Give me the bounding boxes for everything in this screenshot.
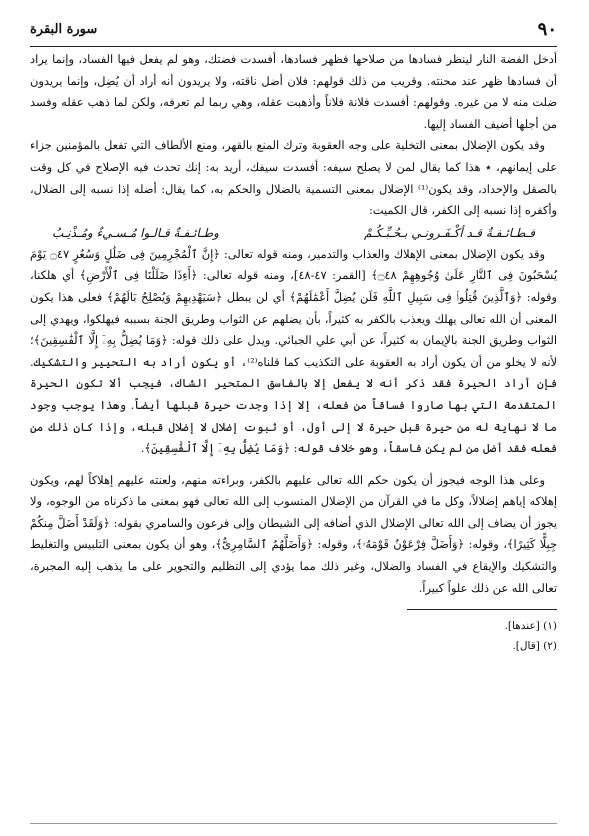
paragraph: وقد يكون الإضلال بمعنى الإهلاك والعذاب والتدمير، ومنه قوله تعالى: ﴿إِنَّ ٱلْمُجْرِمِينَ فِى ضَلَٰلٍ وَسُعُرٍ ۝٤٧ يَوْمَ يُسْحَبُونَ فِى ٱلنَّارِ عَلَىٰ وُجُوهِهِمْ ۝٤٨﴾ [القمر: ٤٧-٤٨]، ومنه قوله تعالى: ﴿أَءِذَا ضَلَلْنَا فِى ٱلْأَرْضِ﴾ أي هلكنا، وقوله: ﴿وَٱلَّذِينَ قُتِلُوا۟ فِى سَبِيلِ ٱللَّهِ فَلَن يُضِلَّ أَعْمَٰلَهُمْ﴾ أي لن يبطل ﴿سَيَهْدِيهِمْ وَيُصْلِحُ بَالَهُمْ﴾ فعلى هذا يكون المعنى أن الله تعالى يهلك ويعذب بالكفر به كثيراً، بأن يضلهم عن الثواب وطريق الجنة بسببه فيهلكوا، ويهدي إلى الثواب وطريق الجنة بالإيمان به كثيراً، عن أبي علي الجبائي. ويدل على ذلك قوله: ﴿وَمَا يُضِلُّ بِهِۦٓ إِلَّا ٱلْفَٰسِقِينَ﴾؛ لأنه لا يخلو من أن يكون أراد به العقوبة على التكذيب كما قلناه⁽²⁾، أو يكون أراد به التحيير والتشكيك. فإن أراد الحيرة فقد ذكر أنه لا يفعل إلا بالفاسق المتحير الشاك، فيجب ألا تكون الحيرة المتقدمة التي بها صاروا فساقاً من فعله، إلا إذا وجدت حيرة قبلها أيضاً. وهذا يوجب وجود ما لا نهاية له من حيرة قبل حيرة لا إلى أول، أو ثبوت إضلال لا إضلال قبله، وإذا كان ذلك من فعله فقد أضل من لم يكن فاسقاً، وهو خلاف قوله: ﴿وَمَا يُضِلُّ بِهِۦٓ إِلَّا ٱلْفَٰسِقِينَ﴾. (30, 246, 557, 456)
paragraph: وقد يكون الإضلال بمعنى التخلية على وجه العقوبة وترك المنع بالقهر، ومنع الألطاف التي تفعل بالمؤمنين جزاء على إيمانهم، ٭ هذا كما يقال لمن لا يصلح سيفه: أفسدت سيفك، أريد به: إنك تحدث فيه الإصلاح في كل وقت بالصقل والإحداد، وقد يكون⁽¹⁾ الإضلال بمعنى التسمية بالضلال والحكم به، كما يقال: أضله إذا نسبه إلى الضلال، وأكفره إذا نسبه إلى الكفر، قال الكميت: (30, 138, 557, 218)
paragraph-gap (30, 460, 557, 470)
footnote: (٢) [قال]. (512, 640, 557, 653)
bottom-rule (30, 823, 557, 824)
page-number: ٩٠ (537, 18, 557, 40)
paragraph: أدخل الفضة النار لينظر فسادها من صلاحها فظهر فسادها، أفسدت فضتك، وهو لم يفعل فيها الفساد، وإنما يراد أن فسادها ظهر عند محنته. وقريب من ذلك قولهم: فلان أضل ناقته، ولا يريدون أنه أراد أن يُضِل، وإنما يريدون ضلت منه لا من غيره. وقولهم: أفسدت فلانة فلاناً وأذهبت عقله، وهي ربما لم تعرفه، ولكن لما ذهب عقله وفسد من أجلها أضيف الفساد إليها. (30, 52, 557, 131)
poetry-verse (30, 222, 557, 244)
footnote: (١) [عندها]. (504, 620, 557, 633)
paragraph: وعلى هذا الوجه فيجوز أن يكون حكم الله تعالى عليهم بالكفر، وبراءته منهم، ولعنته عليهم إهلاكاً لهم، ويكون إهلاكه إياهم إضلالاً، وكل ما في القرآن من الإضلال المنسوب إلى الله تعالى فهو بمعنى ما ذكرناه من الوجوه، ولا يجوز أن يضاف إلى الله تعالى الإضلال الذي أضافه إلى الشيطان وإلى فرعون والسامري بقوله: ﴿وَلَقَدْ أَضَلَّ مِنكُمْ جِبِلًّا كَثِيرًا﴾، وقوله: ﴿وَأَضَلَّ فِرْعَوْنُ قَوْمَهُۥ﴾، وقوله: ﴿وَأَضَلَّهُمُ ٱلسَّامِرِىُّ﴾، وهو أن يكون بمعنى التلبيس والتغليط والتشكيك والإيقاع في الفساد والضلال، وغير ذلك مما يؤدي إلى التظليم والتجوير على ما يذهب إليه المجبرة، تعالى الله عن ذلك علواً كبيراً. (30, 472, 557, 595)
page-header (30, 12, 557, 47)
footnotes (30, 616, 557, 656)
verse-hemistich-left: وطـائـفـةٌ قـالـوا مُـسـيءٌ ومُـذْنِـبُ (52, 225, 219, 240)
verse-hemistich-right: فـطـائـفـةٌ قـد أكْـفَـرونـي بـحُـبِّـكُـمْ (364, 225, 535, 240)
surah-title: سورة البقرة (30, 21, 98, 37)
page-body (30, 49, 557, 599)
footnote-separator (407, 609, 557, 610)
